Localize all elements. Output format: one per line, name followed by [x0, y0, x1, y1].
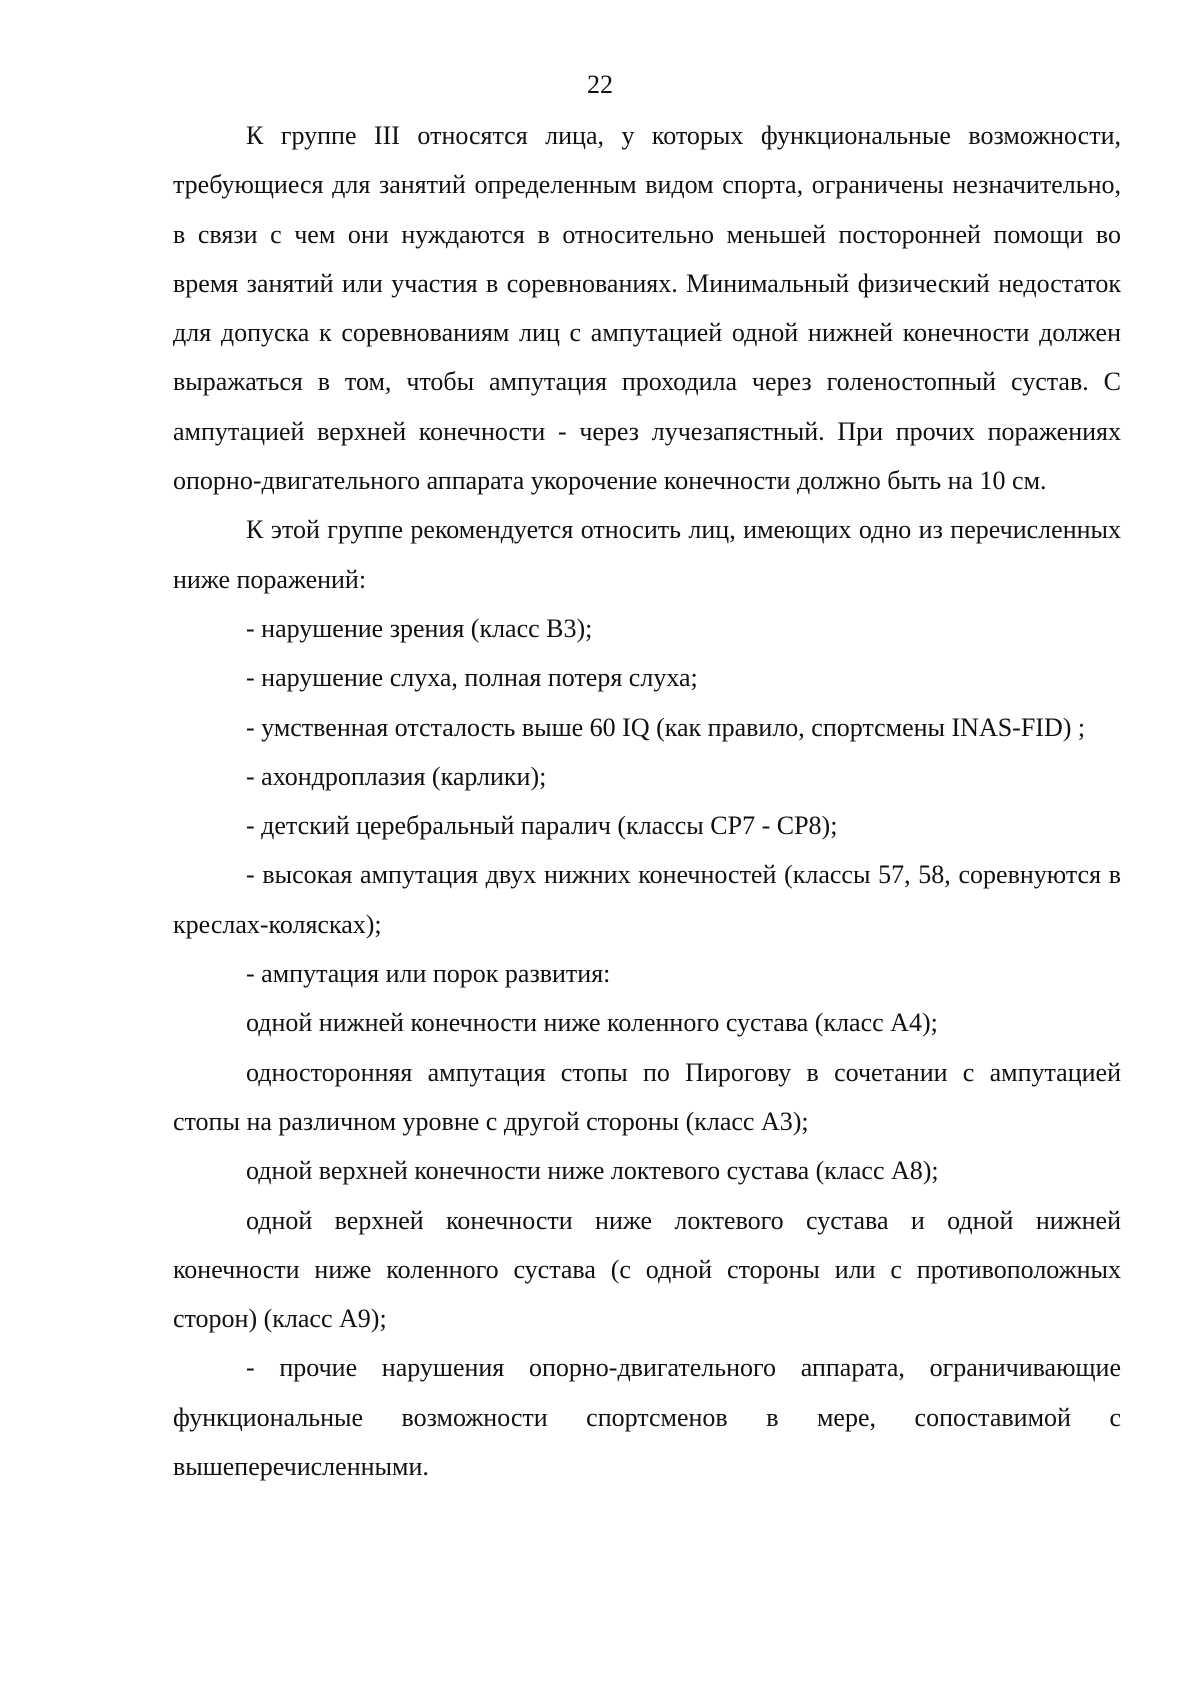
- list-item-achondroplasia: - ахондроплазия (карлики);: [246, 761, 547, 791]
- page-number: 22: [587, 70, 613, 99]
- sub-item-a8: одной верхней конечности ниже локтевого сустава (класс А8);: [246, 1156, 939, 1186]
- list-item-other-disorders: - прочие нарушения опорно-двигательного аппарата, ограничивающие функциональные возможности спортсменов в мере, сопоставимой с вышеперечисленными.: [173, 1353, 1121, 1482]
- sub-item-a9: одной верхней конечности ниже локтевого сустава и одной нижней конечности ниже коленного сустава (с одной стороны или с противоположных сторон) (класс А9);: [173, 1205, 1121, 1334]
- list-item-high-amputation: - высокая ампутация двух нижних конечностей (классы 57, 58, соревнуются в креслах-колясках);: [173, 860, 1121, 939]
- list-item-cerebral-palsy: - детский церебральный паралич (классы СР7 - СР8);: [246, 811, 838, 841]
- list-item-amputation-header: - ампутация или порок развития:: [246, 959, 611, 989]
- list-item-vision: - нарушение зрения (класс В3);: [246, 613, 593, 643]
- list-item-hearing: - нарушение слуха, полная потеря слуха;: [246, 663, 698, 693]
- list-item-intellectual: - умственная отсталость выше 60 IQ (как правило, спортсмены INAS-FID) ;: [246, 712, 1086, 742]
- sub-item-a4: одной нижней конечности ниже коленного сустава (класс А4);: [246, 1008, 938, 1038]
- paragraph-group-intro: К этой группе рекомендуется относить лиц, имеющих одно из перечисленных ниже поражений:: [173, 515, 1121, 594]
- paragraph-group-three-description: К группе III относятся лица, у которых функциональные возможности, требующиеся для занятий определенным видом спорта, ограничены незначительно, в связи с чем они нуждаются в относительно меньшей посторонней помощи во время занятий или участия в соревнованиях. Минимальный физический недостаток для допуска к соревнованиям лиц с ампутацией одной нижней конечности должен выражаться в том, чтобы ампутация проходила через голеностопный сустав. С ампутацией верхней конечности - через лучезапястный. При прочих поражениях опорно-двигательного аппарата укорочение конечности должно быть на 10 см.: [173, 121, 1121, 496]
- document-body: [173, 111, 1121, 1491]
- sub-item-a3: односторонняя ампутация стопы по Пирогову в сочетании с ампутацией стопы на различном уровне с другой стороны (класс А3);: [173, 1057, 1121, 1136]
